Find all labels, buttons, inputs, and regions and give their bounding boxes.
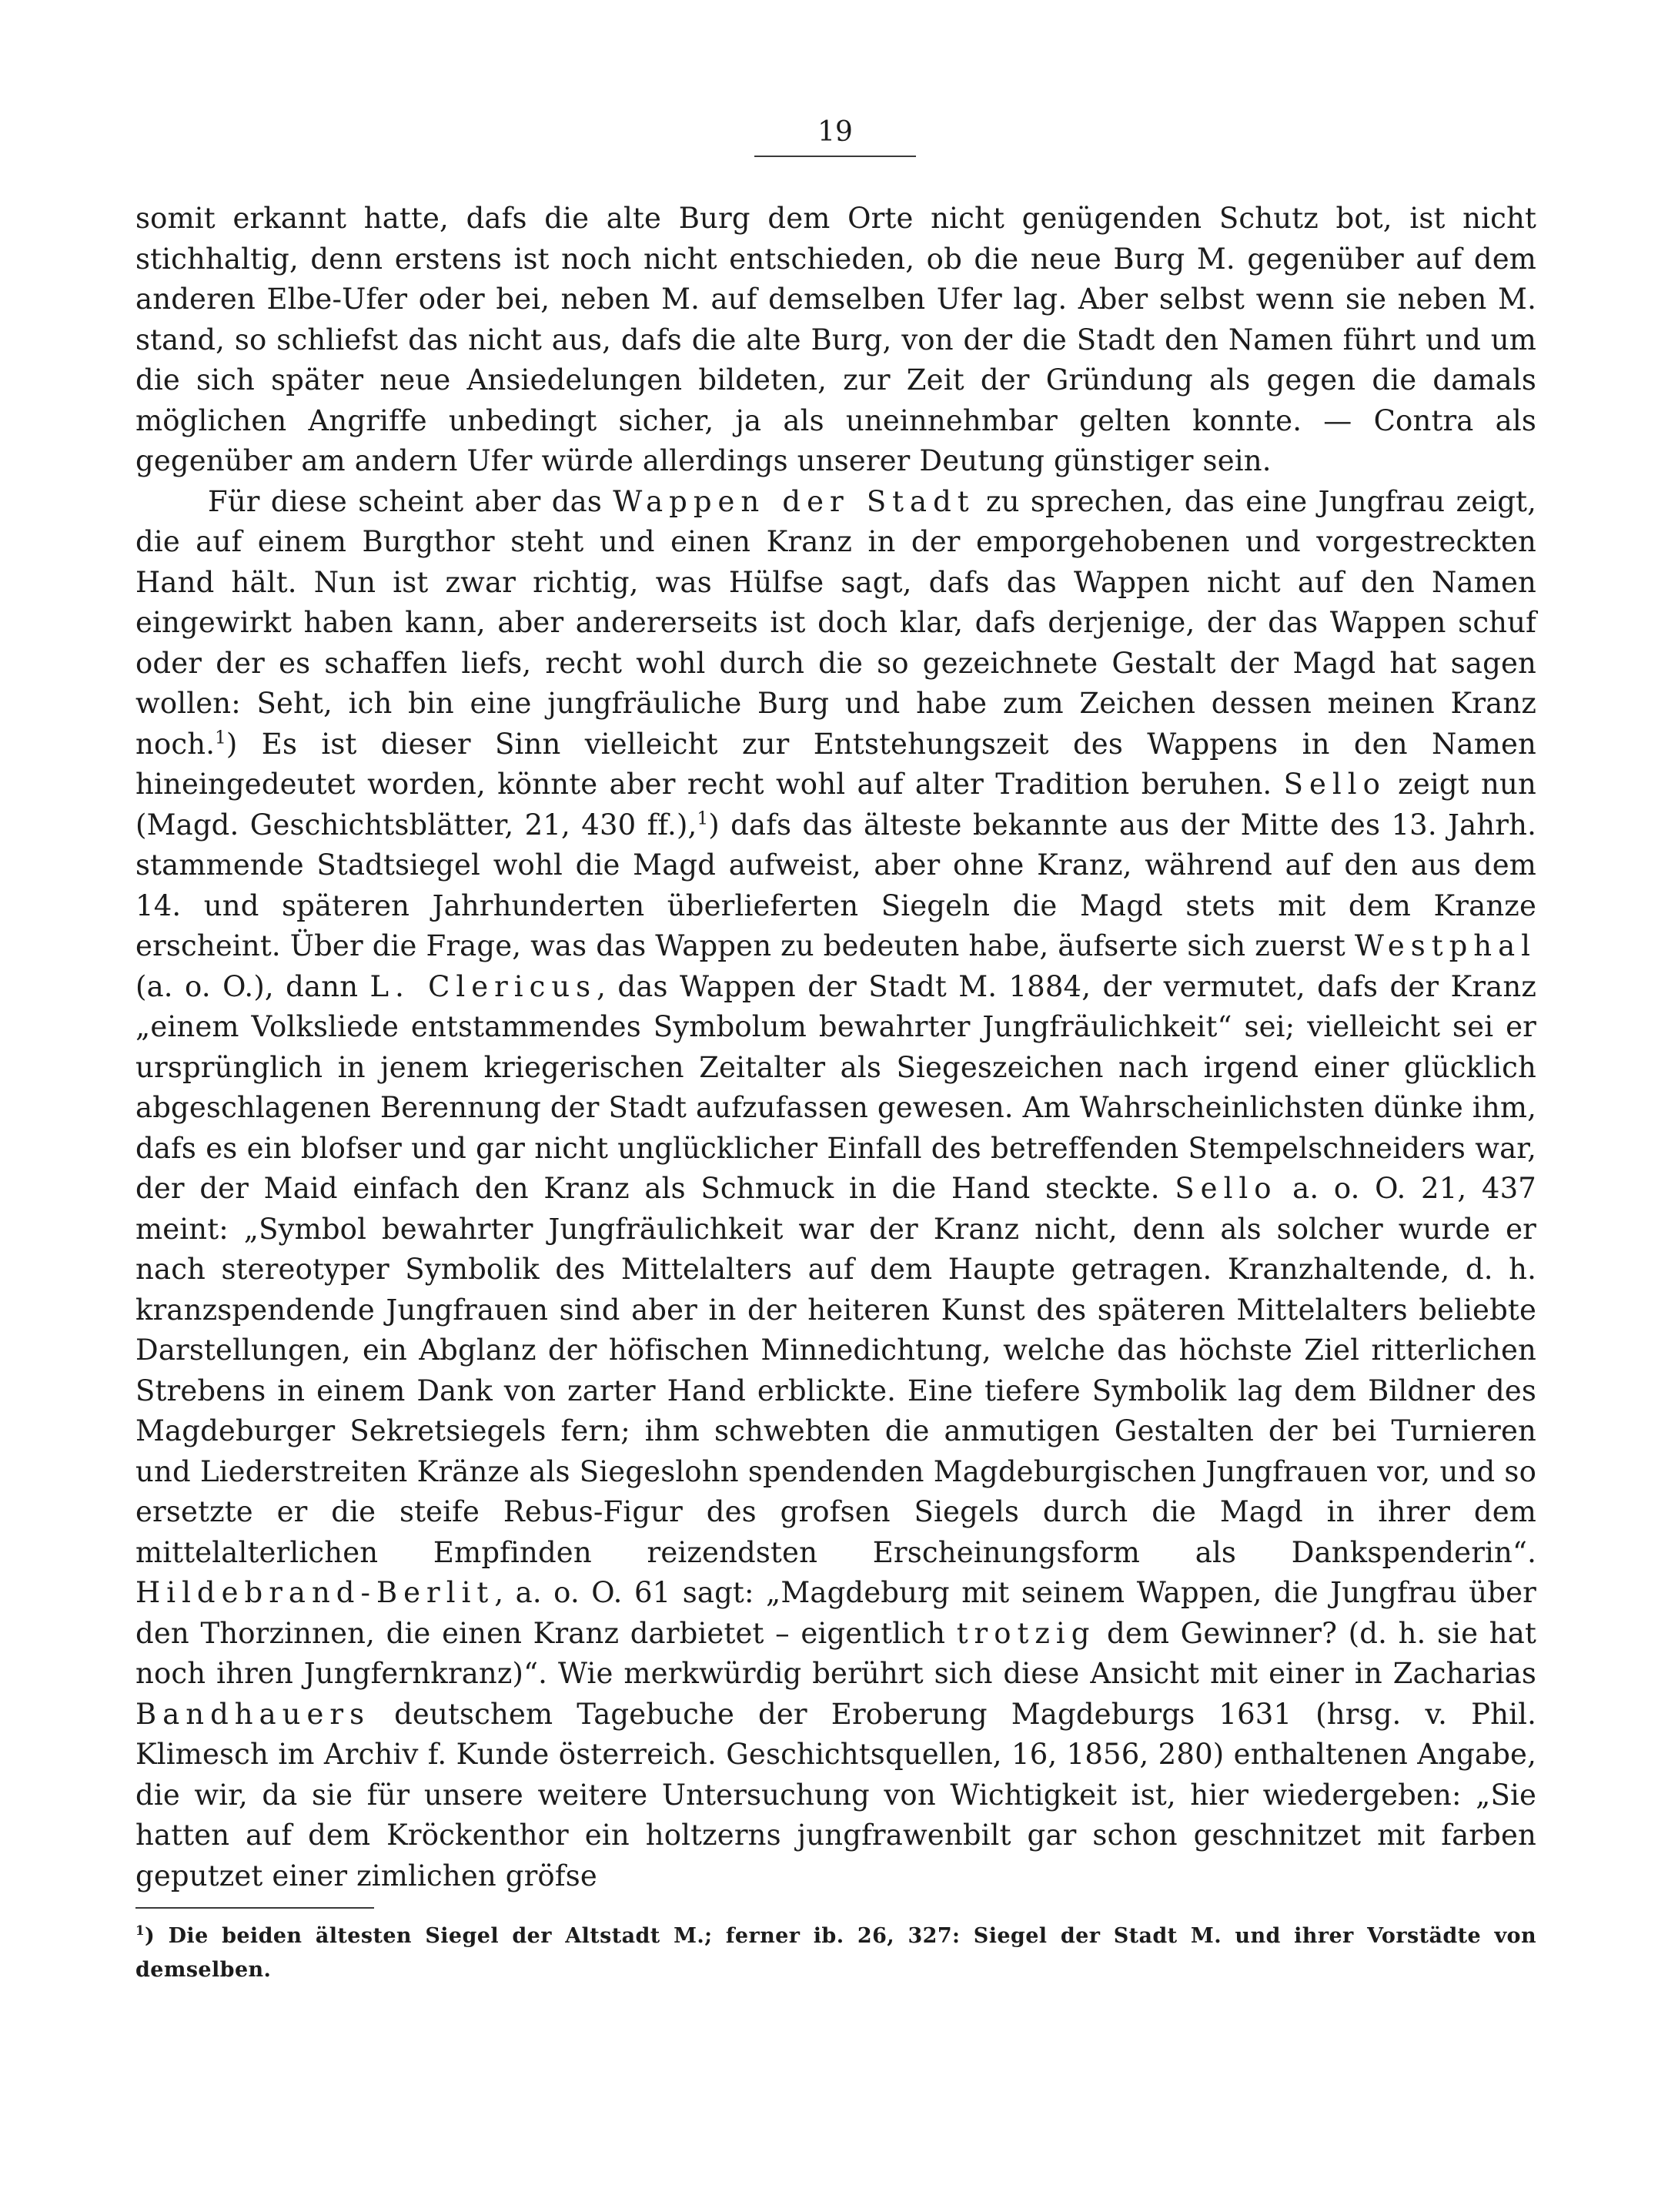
spaced-emphasis: Bandhauers [135,1697,371,1731]
text-run: zu sprechen, das eine Jungfrau zeigt, die auf einem Burgthor steht und einen Kranz in der emporgehobenen und vorgestreckten Hand hält. Nun ist zwar richtig, was Hülfse sagt, dafs das Wappen nicht auf den Namen eingewirkt haben kann, aber andererseits ist doch klar, dafs derjenige, der das Wappen schuf oder der es schaffen liefs, recht wohl durch die so gezeichnete Gestalt der Magd hat sagen wollen: Seht, ich bin eine jungfräuliche Burg und habe zum Zeichen dessen meinen Kranz noch. [135,484,1537,761]
footnote-reference: 1 [215,728,226,748]
text-run: ) Es ist dieser Sinn vielleicht zur Entstehungszeit des Wappens in den Namen hineingedeutet worden, könnte aber recht wohl auf alter Tradition beruhen. [135,727,1536,801]
page-number: 19 [754,115,916,157]
text-run: (a. o. O.), dann [135,969,370,1003]
spaced-emphasis: trotzig [956,1616,1096,1650]
spaced-emphasis: Sello [1175,1172,1278,1205]
footnote-text: ) Die beiden ältesten Siegel der Altstadt M.; ferner ib. 26, 327: Siegel der Stadt M. und ihrer Vorstädte von demselben. [135,1924,1536,1982]
text-run: , a. o. O. 61 sagt: „Magdeburg mit seinem Wappen, die Jungfrau über den Thorzinnen, die einen Kranz darbietet – eigentlich [135,1576,1536,1650]
footnote-marker: 1 [135,1923,145,1938]
text-run: deutschem Tagebuche der Eroberung Magdeburgs 1631 (hrsg. v. Phil. Klimesch im Archiv f. Kunde österreich. Geschichtsquellen, 16, 1856, 280) enthaltenen Angabe, die wir, da sie für unsere weitere Untersuchung von Wichtigkeit ist, hier wiedergeben: „Sie hatten auf dem Kröckenthor ein holtzerns jungfrawenbilt gar schon geschnitzet mit farben geputzet einer zimlichen gröfse [135,1697,1536,1892]
body-text [135,199,1536,1896]
text-run: , das Wappen der Stadt M. 1884, der vermutet, dafs der Kranz „einem Volksliede entstammendes Symbolum bewahrter Jungfräulichkeit“ sei; vielleicht sei er ursprünglich in jenem kriegerischen Zeitalter als Siegeszeichen nach irgend einer glücklich abgeschlagenen Berennung der Stadt aufzufassen gewesen. Am Wahrscheinlichsten dünke ihm, dafs es ein blofser und gar nicht unglücklicher Einfall des betreffenden Stempelschneiders war, der der Maid einfach den Kranz als Schmuck in die Hand steckte. [135,969,1536,1205]
paragraph [135,482,1536,1897]
footnote [135,1919,1536,1987]
text-run: ) dafs das älteste bekannte aus der Mitte des 13. Jahrh. stammende Stadtsiegel wohl die Magd aufweist, aber ohne Kranz, während auf den aus dem 14. und späteren Jahrhunderten überlieferten Siegeln die Magd stets mit dem Kranze erscheint. Über die Frage, was das Wappen zu bedeuten habe, äufserte sich zuerst [135,808,1536,962]
text-run: zeigt nun (Magd. Geschichtsblätter, 21, 430 ff.), [135,768,1536,842]
spaced-emphasis: Westphal [1354,929,1536,962]
spaced-emphasis: L. Clericus [369,969,597,1003]
text-run: Für diese scheint aber das [208,484,613,518]
text-run: dem Gewinner? (d. h. sie hat noch ihren Jungfernkranz)“. Wie merkwürdig berührt sich diese Ansicht mit einer in Zacharias [135,1616,1536,1690]
spaced-emphasis: Hildebrand-Berlit [135,1576,495,1609]
footnote-divider [135,1907,374,1909]
footnote-reference: 1 [697,808,709,829]
spaced-emphasis: Wappen der Stadt [613,484,975,518]
text-run: a. o. O. 21, 437 meint: „Symbol bewahrter Jungfräulichkeit war der Kranz nicht, denn als solcher wurde er nach stereotyper Symbolik des Mittelalters auf dem Haupte getragen. Kranzhaltende, d. h. kranzspendende Jungfrauen sind aber in der heiteren Kunst des späteren Mittelalters beliebte Darstellungen, ein Abglanz der höfischen Minnedichtung, welche das höchste Ziel ritterlichen Strebens in einem Dank von zarter Hand erblickte. Eine tiefere Symbolik lag dem Bildner des Magdeburger Sekretsiegels fern; ihm schwebten die anmutigen Gestalten der bei Turnieren und Liederstreiten Kränze als Siegeslohn spendenden Magdeburgischen Jungfrauen vor, und so ersetzte er die steife Rebus-Figur des grofsen Siegels durch die Magd in ihrer dem mittelalterlichen Empfinden reizendsten Erscheinungsform als Dankspenderin“. [135,1172,1536,1569]
spaced-emphasis: Sello [1283,768,1386,801]
text-run: somit erkannt hatte, dafs die alte Burg dem Orte nicht genügenden Schutz bot, ist nicht stichhaltig, denn erstens ist noch nicht entschieden, ob die neue Burg M. gegenüber auf dem anderen Elbe-Ufer oder bei, neben M. auf demselben Ufer lag. Aber selbst wenn sie neben M. stand, so schliefst das nicht aus, dafs die alte Burg, von der die Stadt den Namen führt und um die sich später neue Ansiedelungen bildeten, zur Zeit der Gründung als gegen die damals möglichen Angriffe unbedingt sicher, ja als uneinnehmbar gelten konnte. — Contra als gegenüber am andern Ufer würde allerdings unserer Deutung günstiger sein. [135,202,1536,477]
paragraph [135,199,1536,482]
